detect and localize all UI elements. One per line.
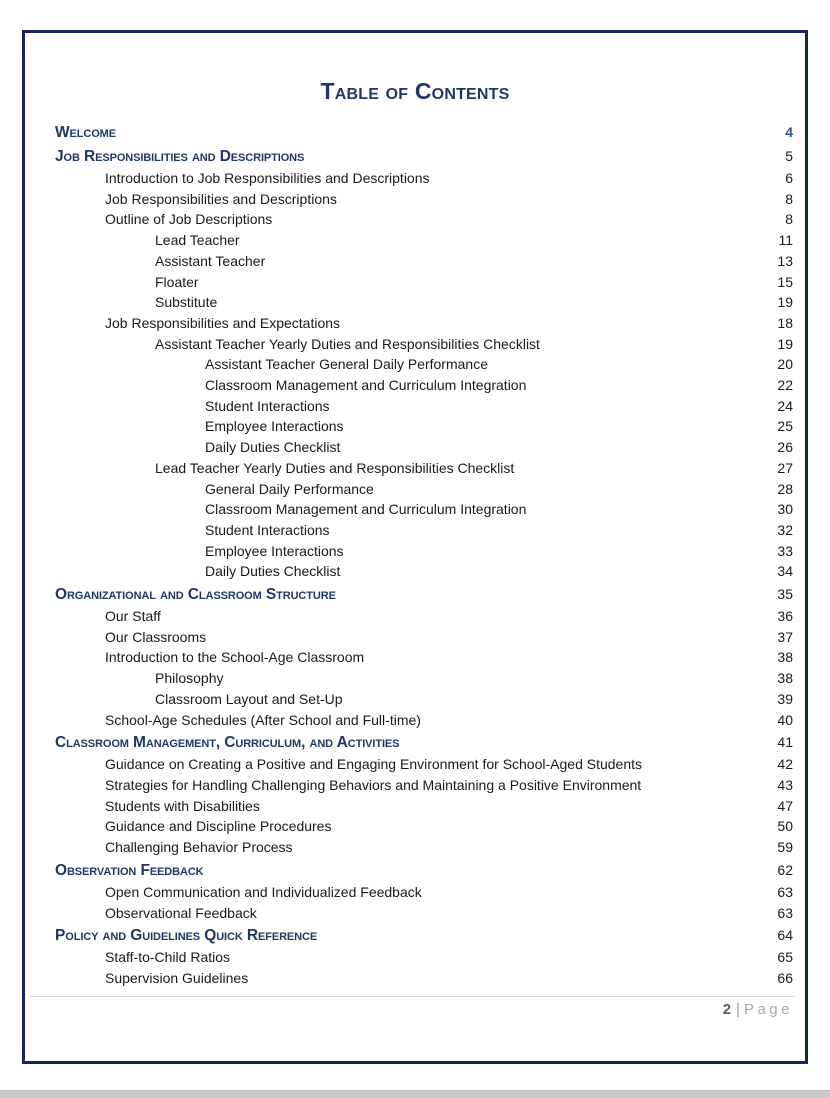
toc-entry[interactable] [55, 416, 793, 437]
toc-entry[interactable] [55, 968, 793, 989]
toc-entry-label: Lead Teacher Yearly Duties and Responsibilities Checklist [155, 459, 515, 476]
toc-entry-page-number: 32 [777, 521, 793, 538]
toc-entry[interactable] [55, 775, 793, 796]
toc-entry[interactable] [55, 479, 793, 500]
toc-entry[interactable] [55, 189, 793, 210]
footer-divider [30, 996, 795, 997]
footer-page-label: Page [743, 1000, 793, 1018]
toc-entry-label: Observation Feedback [55, 861, 204, 879]
toc-entry-page-number: 25 [777, 418, 793, 435]
toc-entry-page-number: 65 [777, 949, 793, 966]
toc-entry[interactable] [55, 375, 793, 396]
toc-entry-page-number: 18 [777, 314, 793, 331]
toc-entry-page-number: 63 [777, 883, 793, 900]
toc-entry-label: General Daily Performance [205, 480, 374, 497]
toc-entry-label: Students with Disabilities [105, 797, 260, 814]
toc-entry[interactable] [55, 754, 793, 775]
toc-entry-page-number: 19 [777, 294, 793, 311]
toc-entry-label: Classroom Management and Curriculum Integration [205, 501, 527, 518]
toc-entry[interactable] [55, 668, 793, 689]
toc-entry-page-number: 40 [777, 711, 793, 728]
toc-entry-page-number: 63 [777, 904, 793, 921]
toc-entry-label: Substitute [155, 294, 218, 311]
toc-entry-label: Supervision Guidelines [105, 969, 249, 986]
page-border-box [22, 30, 808, 1064]
toc-entry-page-number: 59 [777, 839, 793, 856]
toc-entry[interactable] [55, 334, 793, 355]
toc-entry[interactable] [55, 627, 793, 648]
toc-entry-page-number: 5 [785, 148, 793, 164]
page-edge-strip [0, 1090, 830, 1098]
page-footer [25, 1000, 805, 1020]
toc-entry-page-number: 38 [777, 670, 793, 687]
toc-entry-label: Lead Teacher [155, 232, 240, 249]
toc-entry[interactable] [55, 837, 793, 858]
toc-entry-page-number: 34 [777, 563, 793, 580]
toc-entry-label: Employee Interactions [205, 418, 344, 435]
toc-entry-label: Classroom Management, Curriculum, and Activities [55, 734, 400, 752]
toc-entry[interactable] [55, 947, 793, 968]
page-title: Table of Contents [320, 78, 510, 104]
toc-entry-page-number: 8 [785, 211, 793, 228]
toc-entry[interactable] [55, 816, 793, 837]
footer-separator: | [736, 1000, 740, 1018]
toc-entry[interactable] [55, 730, 793, 754]
toc-list [25, 120, 805, 989]
toc-entry-label: Assistant Teacher Yearly Duties and Responsibilities Checklist [155, 335, 540, 352]
toc-entry[interactable] [55, 561, 793, 582]
toc-entry[interactable] [55, 120, 793, 144]
toc-entry-label: Daily Duties Checklist [205, 439, 341, 456]
toc-entry[interactable] [55, 272, 793, 293]
toc-entry[interactable] [55, 168, 793, 189]
toc-entry[interactable] [55, 437, 793, 458]
toc-entry-label: Challenging Behavior Process [105, 839, 293, 856]
toc-entry-page-number: 20 [777, 356, 793, 373]
toc-entry-page-number: 8 [785, 190, 793, 207]
toc-entry-page-number: 24 [777, 397, 793, 414]
toc-entry-page-number: 38 [777, 649, 793, 666]
toc-entry[interactable] [55, 882, 793, 903]
toc-entry[interactable] [55, 858, 793, 882]
toc-entry-label: Job Responsibilities and Descriptions [105, 190, 337, 207]
toc-entry-page-number: 19 [777, 335, 793, 352]
toc-entry-label: Introduction to the School-Age Classroom [105, 649, 365, 666]
toc-entry[interactable] [55, 209, 793, 230]
toc-entry[interactable] [55, 796, 793, 817]
toc-entry[interactable] [55, 458, 793, 479]
toc-entry[interactable] [55, 710, 793, 731]
toc-entry-label: Student Interactions [205, 397, 330, 414]
toc-entry-label: Assistant Teacher General Daily Performance [205, 356, 488, 373]
toc-entry-page-number: 30 [777, 501, 793, 518]
toc-entry-page-number: 13 [777, 252, 793, 269]
toc-entry[interactable] [55, 520, 793, 541]
toc-entry[interactable] [55, 582, 793, 606]
toc-entry-label: Guidance on Creating a Positive and Engaging Environment for School-Aged Students [105, 756, 643, 773]
toc-entry[interactable] [55, 541, 793, 562]
toc-entry-page-number: 33 [777, 542, 793, 559]
toc-entry-label: Employee Interactions [205, 542, 344, 559]
toc-entry-label: Our Classrooms [105, 628, 207, 645]
toc-entry-label: Staff-to-Child Ratios [105, 949, 231, 966]
footer-page-number: 2 [722, 1000, 732, 1018]
toc-entry-page-number: 62 [777, 861, 793, 878]
toc-entry-page-number: 4 [785, 124, 793, 140]
toc-entry-label: Open Communication and Individualized Feedback [105, 883, 422, 900]
toc-entry[interactable] [55, 313, 793, 334]
toc-entry-label: Introduction to Job Responsibilities and Descriptions [105, 170, 430, 186]
toc-entry-label: Welcome [55, 124, 116, 141]
toc-entry[interactable] [55, 923, 793, 947]
toc-entry-page-number: 64 [777, 927, 793, 944]
toc-entry-label: Guidance and Discipline Procedures [105, 818, 332, 835]
toc-entry-page-number: 36 [777, 608, 793, 625]
toc-entry-label: Classroom Layout and Set-Up [155, 690, 343, 707]
toc-entry[interactable] [55, 689, 793, 710]
toc-entry-page-number: 42 [777, 756, 793, 773]
toc-entry-label: Job Responsibilities and Descriptions [55, 148, 305, 165]
toc-entry-page-number: 35 [777, 586, 793, 603]
toc-entry-label: Daily Duties Checklist [205, 563, 341, 580]
toc-entry-page-number: 28 [777, 480, 793, 497]
toc-entry-page-number: 22 [777, 377, 793, 394]
toc-entry-page-number: 26 [777, 439, 793, 456]
toc-entry[interactable] [55, 354, 793, 375]
toc-entry-page-number: 15 [777, 273, 793, 290]
toc-entry-label: School-Age Schedules (After School and Full-time) [105, 711, 421, 728]
toc-entry-label: Job Responsibilities and Expectations [105, 314, 341, 331]
toc-entry[interactable] [55, 396, 793, 417]
toc-entry[interactable] [55, 647, 793, 668]
toc-entry-page-number: 6 [785, 170, 793, 186]
toc-entry-label: Assistant Teacher [155, 252, 266, 269]
toc-entry-label: Policy and Guidelines Quick Reference [55, 927, 318, 945]
toc-entry-label: Our Staff [105, 608, 161, 625]
toc-entry-label: Organizational and Classroom Structure [55, 586, 336, 604]
toc-entry[interactable] [55, 606, 793, 627]
toc-entry-label: Outline of Job Descriptions [105, 211, 273, 228]
toc-entry-page-number: 27 [777, 459, 793, 476]
toc-entry-page-number: 37 [777, 628, 793, 645]
toc-entry-page-number: 41 [777, 734, 793, 751]
toc-entry[interactable] [55, 230, 793, 251]
toc-entry-label: Strategies for Handling Challenging Behaviors and Maintaining a Positive Environment [105, 776, 642, 793]
toc-entry-label: Classroom Management and Curriculum Integration [205, 377, 527, 394]
toc-entry[interactable] [55, 499, 793, 520]
toc-entry[interactable] [55, 251, 793, 272]
toc-entry-page-number: 39 [777, 690, 793, 707]
toc-entry-label: Observational Feedback [105, 904, 257, 921]
toc-entry-label: Student Interactions [205, 521, 330, 538]
toc-entry-label: Floater [155, 273, 199, 290]
toc-entry-page-number: 47 [777, 797, 793, 814]
toc-entry[interactable] [55, 292, 793, 313]
toc-entry[interactable] [55, 903, 793, 924]
toc-entry[interactable] [55, 144, 793, 168]
toc-entry-page-number: 50 [777, 818, 793, 835]
toc-entry-page-number: 66 [777, 969, 793, 986]
toc-entry-page-number: 11 [778, 232, 793, 249]
toc-entry-label: Philosophy [155, 670, 224, 687]
toc-entry-page-number: 43 [777, 776, 793, 793]
